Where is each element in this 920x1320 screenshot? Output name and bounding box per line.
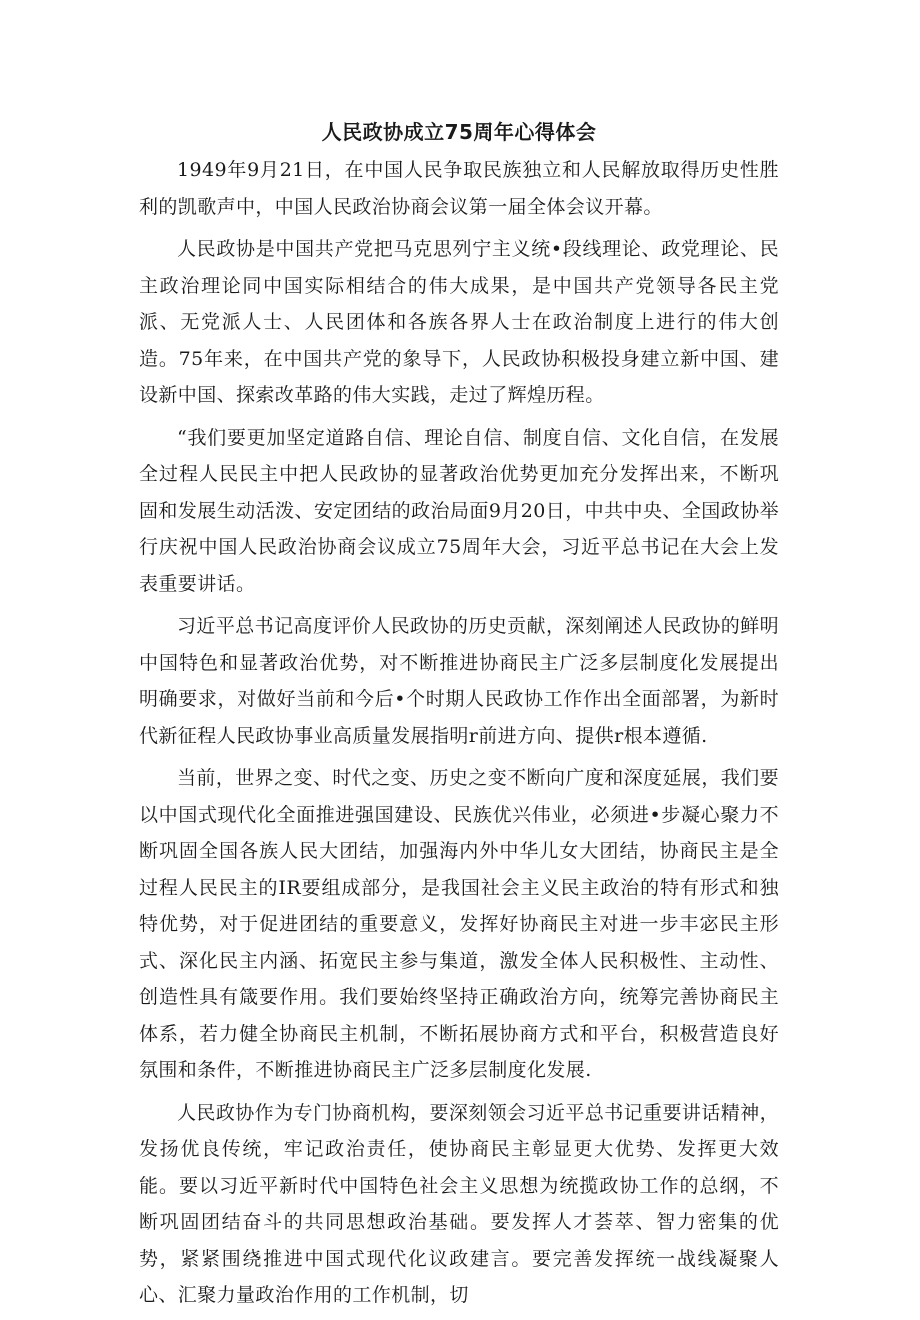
document-title: 人民政协成立75周年心得体会: [321, 120, 597, 144]
paragraph-4: 习近平总书记高度评价人民政协的历史贡献，深刻阐述人民政协的鲜明中国特色和显著政治优势，对不断推进协商民主广泛多层制度化发展提出明确要求，对做好当前和今后•个时期人民政协工作作出全面部署，为新时代新征程人民政协事业高质量发展指明r前进方向、提供r根本遵循.: [139, 615, 779, 747]
paragraph-5: 当前，世界之变、时代之变、历史之变不断向广度和深度延展，我们要以中国式现代化全面推进强国建设、民族优兴伟业，必须进•步凝心聚力不断巩固全国各族人民大团结，加强海内外中华儿女大团结，协商民主是全过程人民民主的IR要组成部分，是我国社会主义民主政治的特有形式和独特优势，对于促进团结的重要意义，发挥好协商民主对进一步丰宓民主形式、深化民主内涵、拓宽民主参与集道，激发全体人民积极性、主动性、创造性具有箴要作用。我们要始终坚持正确政治方向，统筹完善协商民主体系，若力健全协商民主机制，不断拓展协商方式和平台，积极营造良好氛围和条件，不断推进协商民主广泛多层制度化发展.: [139, 767, 779, 1081]
paragraph-6: 人民政协作为专门协商机构，要深刻领会习近平总书记重要讲话精神，发扬优良传统，牢记政治责任，使协商民主彰显更大优势、发挥更大效能。要以习近平新时代中国特色社会主义思想为统揽政协工作的总纲，不断巩固团结奋斗的共同思想政治基础。要发挥人才荟萃、智力密集的优势，紧紧围绕推进中国式现代化议政建言。要完善发挥统一战线凝聚人心、汇聚力量政治作用的工作机制，切: [139, 1101, 779, 1306]
document-page: [139, 112, 779, 1320]
paragraph-2: 人民政协是中国共产党把马克思列宁主义统•段线理论、政党理论、民主政治理论同中国实际相结合的伟大成果，是中国共产党领导各民主党派、无党派人士、人民团体和各族各界人士在政治制度上进行的伟大创造。75年来，在中国共产党的象导下，人民政协积极投身建立新中国、建设新中国、探索改革路的伟大实践，走过了辉煌历程。: [139, 238, 779, 406]
paragraph-1: 1949年9月21日，在中国人民争取民族独立和人民解放取得历史性胜利的凯歌声中，中国人民政治协商会议第一届全体会议开幕。: [139, 159, 779, 218]
paragraph-3: “我们要更加坚定道路自信、理论自信、制度自信、文化自信，在发展全过程人民民主中把人民政协的显著政治优势更加充分发挥出来，不断巩固和发展生动活泼、安定团结的政治局面9月20日，中共中央、全国政协举行庆祝中国人民政治协商会议成立75周年大会，习近平总书记在大会上发表重要讲话。: [139, 426, 779, 595]
